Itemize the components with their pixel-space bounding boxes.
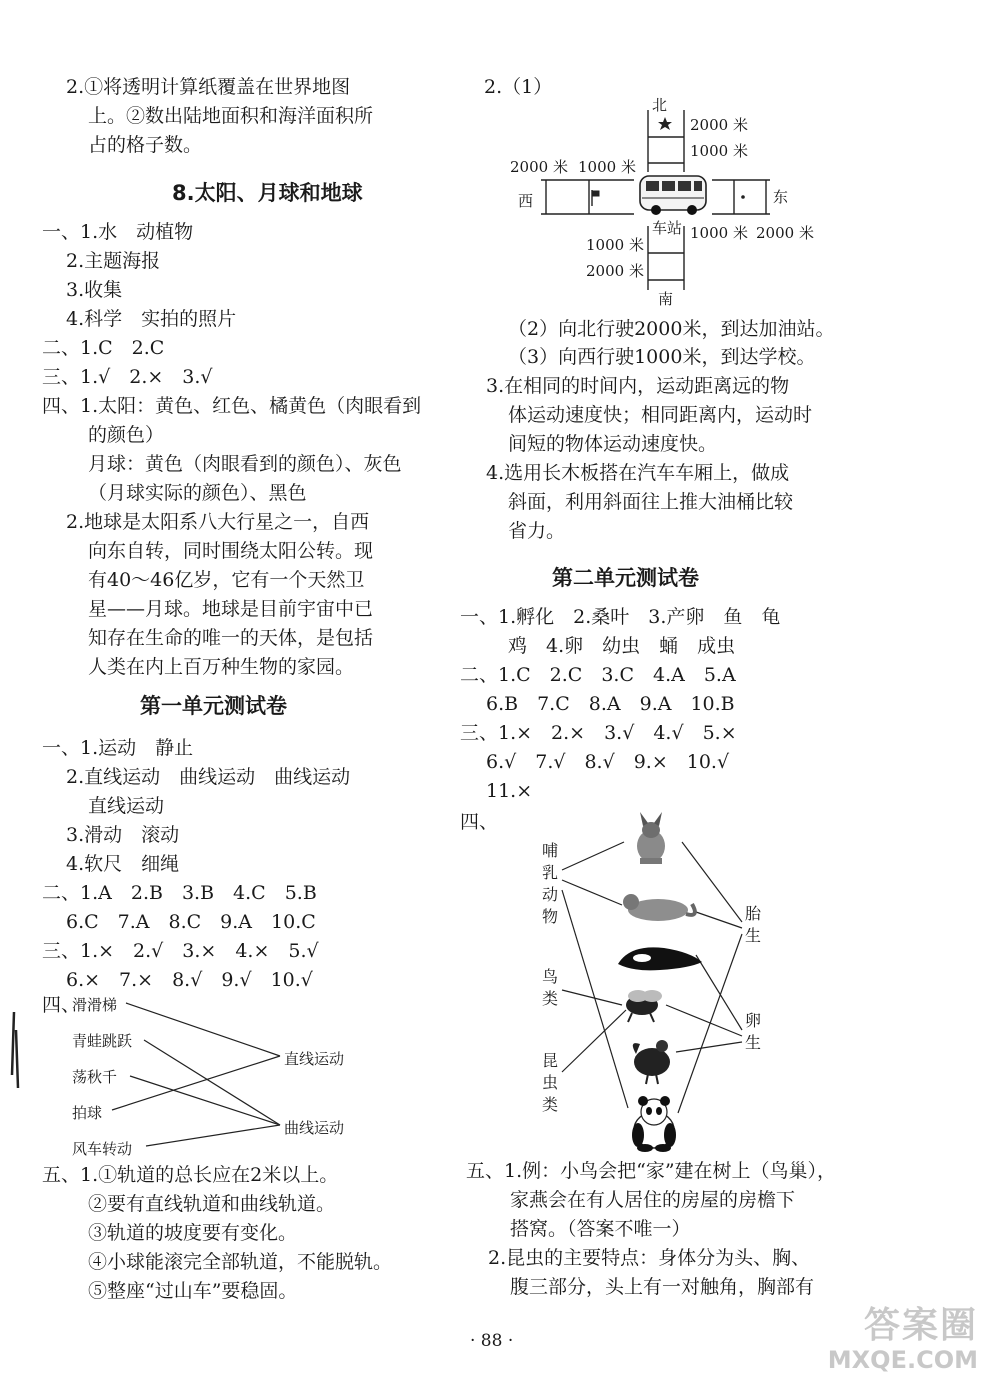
text-line: 一、1.孵化 2.桑叶 3.产卵 鱼 龟: [460, 606, 781, 628]
star-icon: [658, 117, 672, 130]
text-line: 3.滑动 滚动: [66, 824, 180, 846]
text-line: 鸡 4.卵 幼虫 蛹 成虫: [508, 635, 736, 657]
map-station-label: 车站: [652, 219, 683, 237]
text-line: 三、1.× 2.√ 3.× 4.× 5.√: [42, 940, 319, 962]
match-item: 青蛙跳跃: [72, 1032, 133, 1050]
text-line: 占的格子数。: [88, 134, 203, 156]
text-line: 体运动速度快；相同距离内，运动时: [508, 404, 813, 426]
text-line: 三、1.× 2.× 3.√ 4.√ 5.×: [460, 722, 737, 744]
text-line: 月球：黄色（肉眼看到的颜色）、灰色: [88, 453, 402, 475]
text-line: 6.× 7.× 8.√ 9.√ 10.√: [66, 969, 313, 991]
text-line: 五、1.①轨道的总长应在2米以上。: [42, 1164, 339, 1186]
map-west-label: 西: [518, 192, 534, 210]
text-line: （2）向北行驶2000米，到达加油站。: [508, 318, 835, 340]
text-line: 2.昆虫的主要特点：身体分为头、胸、: [488, 1247, 811, 1269]
text-line: 4.选用长木板搭在汽车车厢上，做成: [486, 462, 790, 484]
insect-label: 昆虫类: [541, 1051, 558, 1114]
map-distance: 2000 米: [690, 116, 748, 134]
bus-icon: [640, 176, 706, 215]
text-line: ③轨道的坡度要有变化。: [88, 1222, 298, 1244]
text-line: （月球实际的颜色）、黑色: [88, 482, 307, 504]
text-line: 四、: [460, 811, 499, 833]
text-line: 一、1.水 动植物: [42, 221, 194, 243]
text-line: 三、1.√ 2.× 3.√: [42, 366, 213, 388]
map-distance: 1000 米: [578, 158, 636, 176]
text-line: ②要有直线轨道和曲线轨道。: [88, 1193, 336, 1215]
text-line: 人类在内上百万种生物的家园。: [88, 656, 355, 678]
vivipary-label: 胎生: [744, 904, 761, 945]
text-line: 二、1.C 2.C 3.C 4.A 5.A: [460, 664, 736, 686]
text-line: 的颜色）: [88, 424, 165, 446]
bee-icon: [626, 990, 662, 1022]
text-line: 腹三部分，头上有一对触角，胸部有: [510, 1276, 815, 1298]
text-line: 2.①将透明计算纸覆盖在世界地图: [66, 76, 351, 98]
text-line: 搭窝。（答案不唯一）: [510, 1218, 691, 1240]
text-line: 斜面，利用斜面往上推大油桶比较: [508, 491, 794, 513]
bird-label: 鸟类: [541, 967, 558, 1008]
match-lines-motion: [112, 1003, 280, 1146]
text-line: ④小球能滚完全部轨道，不能脱轨。: [88, 1251, 393, 1273]
map-distance: 1000 米: [690, 142, 748, 160]
match-target: 曲线运动: [284, 1119, 345, 1137]
text-line: 星——月球。地球是目前宇宙中已: [88, 598, 374, 620]
text-line: 11.×: [486, 780, 533, 802]
cat-icon: [623, 894, 695, 921]
map-north-label: 北: [652, 96, 668, 114]
text-line: ⑤整座“过山车”要稳固。: [88, 1280, 298, 1302]
flag-icon: [592, 190, 599, 206]
text-line: 4.科学 实拍的照片: [66, 308, 237, 330]
match-item: 拍球: [72, 1104, 103, 1122]
text-line: 四、: [42, 994, 81, 1016]
dot-marker: [741, 195, 745, 199]
text-line: 二、1.C 2.C: [42, 337, 165, 359]
text-line: 6.B 7.C 8.A 9.A 10.B: [486, 693, 735, 715]
panda-icon: [632, 1096, 676, 1152]
map-distance: 1000 米: [690, 224, 748, 242]
text-line: 3.在相同的时间内，运动距离远的物: [486, 375, 790, 397]
ovipary-label: 卵生: [744, 1011, 761, 1052]
watermark-logo: 答案圈: [863, 1305, 978, 1346]
match-item: 荡秋千: [72, 1068, 118, 1086]
page-number: · 88 ·: [470, 1331, 514, 1351]
text-line: 省力。: [508, 520, 566, 542]
text-line: 间短的物体运动速度快。: [508, 433, 718, 455]
section-heading: 第二单元测试卷: [552, 566, 699, 590]
match-item: 风车转动: [72, 1140, 133, 1158]
watermark-url: MXQE.COM: [827, 1346, 978, 1374]
text-line: 五、1.例：小鸟会把“家”建在树上（鸟巢），: [466, 1160, 837, 1182]
text-line: 2.直线运动 曲线运动 曲线运动: [66, 766, 351, 788]
text-line: 6.√ 7.√ 8.√ 9.× 10.√: [486, 751, 730, 773]
map-distance: 2000 米: [586, 262, 644, 280]
map-east-label: 东: [773, 188, 789, 206]
text-line: 二、1.A 2.B 3.B 4.C 5.B: [42, 882, 317, 904]
text-line: 家燕会在有人居住的房屋的房檐下: [510, 1189, 796, 1211]
section-heading: 8.太阳、月球和地球: [172, 181, 363, 205]
match-item: 滑滑梯: [72, 996, 118, 1014]
map-distance: 1000 米: [586, 236, 644, 254]
mammal-label: 哺乳动物: [541, 841, 558, 926]
rooster-icon: [633, 1040, 670, 1084]
text-line: 2.主题海报: [66, 250, 161, 272]
text-line: 上。②数出陆地面积和海洋面积所: [88, 105, 374, 127]
text-line: 2.（1）: [484, 76, 553, 98]
text-line: 4.软尺 细绳: [66, 853, 180, 875]
map-distance: 2000 米: [756, 224, 814, 242]
watermark: [828, 1306, 978, 1374]
text-line: 3.收集: [66, 279, 123, 301]
map-south-label: 南: [658, 290, 674, 308]
text-line: 四、1.太阳：黄色、红色、橘黄色（肉眼看到: [42, 395, 422, 417]
text-line: 一、1.运动 静止: [42, 737, 194, 759]
margin-mark: [12, 1012, 18, 1088]
text-line: 6.C 7.A 8.C 9.A 10.C: [66, 911, 316, 933]
text-line: 知存在生命的唯一的天体，是包括: [88, 627, 374, 649]
text-line: 向东自转，同时围绕太阳公转。现: [88, 540, 374, 562]
section-heading: 第一单元测试卷: [140, 694, 287, 718]
seal-icon: [618, 947, 702, 970]
dog-icon: [637, 812, 665, 864]
text-line: 有40～46亿岁，它有一个天然卫: [88, 569, 365, 591]
text-line: 2.地球是太阳系八大行星之一，自西: [66, 511, 370, 533]
map-distance: 2000 米: [510, 158, 568, 176]
text-line: 直线运动: [88, 795, 165, 817]
text-line: （3）向西行驶1000米，到达学校。: [508, 346, 816, 368]
match-target: 直线运动: [284, 1050, 345, 1068]
